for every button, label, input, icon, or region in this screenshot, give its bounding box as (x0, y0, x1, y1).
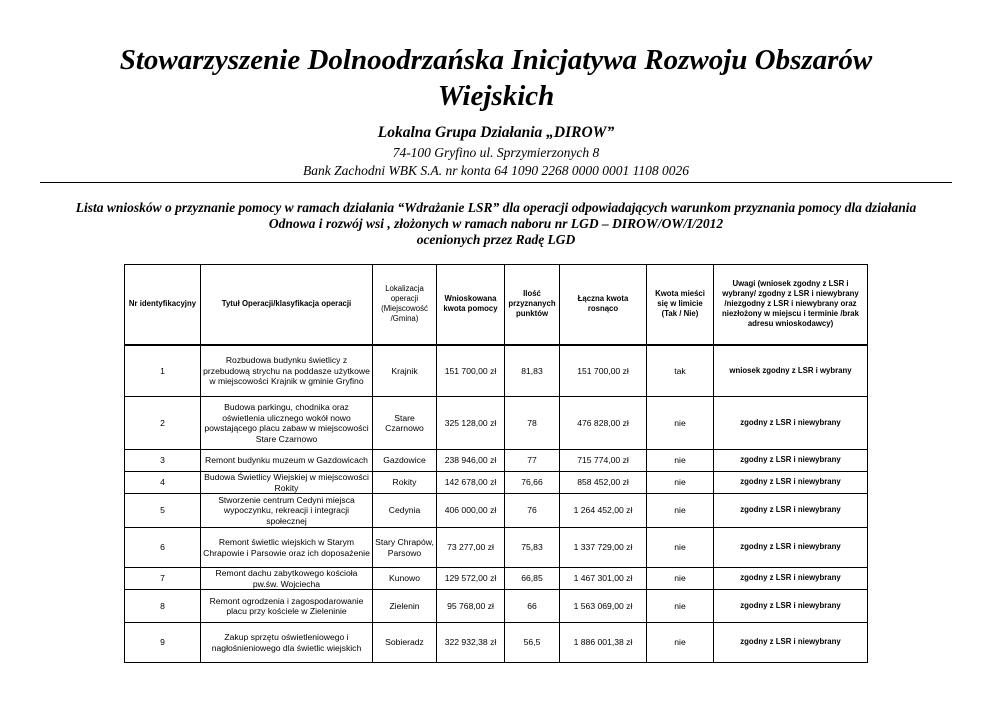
header-cumulative: Łączna kwota rosnąco (560, 265, 647, 345)
cell-requested: 325 128,00 zł (437, 397, 505, 450)
cell-id: 8 (125, 590, 201, 623)
table-row (125, 494, 868, 528)
cell-title: Stworzenie centrum Cedyni miejsca wypoczynku, rekreacji i integracji społecznej (201, 494, 373, 528)
cell-id: 3 (125, 450, 201, 472)
header-requested: Wnioskowana kwota pomocy (437, 265, 505, 345)
cell-within-limit: nie (647, 590, 714, 623)
cell-title: Budowa Świetlicy Wiejskiej w miejscowości Rokity (201, 472, 373, 494)
list-title-line-2: Odnowa i rozwój wsi , złożonych w ramach naboru nr LGD – DIROW/OW/I/2012 (268, 216, 724, 231)
cell-points: 76 (505, 494, 560, 528)
cell-cumulative: 715 774,00 zł (560, 450, 647, 472)
table-row (125, 472, 868, 494)
cell-notes: zgodny z LSR i niewybrany (714, 590, 868, 623)
cell-within-limit: nie (647, 450, 714, 472)
cell-title: Zakup sprzętu oświetleniowego i nagłośnieniowego dla świetlic wiejskich (201, 623, 373, 663)
cell-notes: zgodny z LSR i niewybrany (714, 528, 868, 568)
table-row (125, 397, 868, 450)
cell-location: Zielenin (373, 590, 437, 623)
lgd-name: Lokalna Grupa Działania „DIROW” (377, 124, 615, 141)
cell-id: 9 (125, 623, 201, 663)
cell-notes: zgodny z LSR i niewybrany (714, 568, 868, 590)
list-title-line-3: ocenionych przez Radę LGD (416, 232, 576, 247)
cell-cumulative: 1 467 301,00 zł (560, 568, 647, 590)
list-title-line-1: Lista wniosków o przyznanie pomocy w ramach działania “Wdrażanie LSR” dla operacji odpowiadających warunkom przyznania pomocy dla działania (75, 200, 917, 215)
cell-cumulative: 151 700,00 zł (560, 345, 647, 397)
cell-cumulative: 1 563 069,00 zł (560, 590, 647, 623)
cell-requested: 238 946,00 zł (437, 450, 505, 472)
table-row (125, 568, 868, 590)
cell-cumulative: 858 452,00 zł (560, 472, 647, 494)
cell-id: 1 (125, 345, 201, 397)
cell-within-limit: nie (647, 528, 714, 568)
header-location: Lokalizacja operacji (Miejscowość /Gmina) (373, 265, 437, 345)
cell-requested: 73 277,00 zł (437, 528, 505, 568)
cell-cumulative: 1 264 452,00 zł (560, 494, 647, 528)
cell-within-limit: nie (647, 472, 714, 494)
header-notes: Uwagi (wniosek zgodny z LSR i wybrany/ zgodny z LSR i niewybrany /niezgodny z LSR i niewybrany oraz niezłożony w miejscu i terminie /brak adresu wnioskodawcy) (714, 265, 868, 345)
table-row (125, 450, 868, 472)
header-title: Tytuł Operacji/klasyfikacja operacji (201, 265, 373, 345)
cell-within-limit: nie (647, 623, 714, 663)
cell-id: 4 (125, 472, 201, 494)
cell-points: 81,83 (505, 345, 560, 397)
cell-requested: 95 768,00 zł (437, 590, 505, 623)
cell-title: Remont świetlic wiejskich w Starym Chrapowie i Parsowie oraz ich doposażenie (201, 528, 373, 568)
cell-requested: 151 700,00 zł (437, 345, 505, 397)
cell-notes: zgodny z LSR i niewybrany (714, 450, 868, 472)
address: 74-100 Gryfino ul. Sprzymierzonych 8 (392, 145, 600, 160)
cell-title: Remont ogrodzenia i zagospodarowanie placu przy kościele w Zieleninie (201, 590, 373, 623)
cell-id: 6 (125, 528, 201, 568)
cell-requested: 406 000,00 zł (437, 494, 505, 528)
cell-cumulative: 1 886 001,38 zł (560, 623, 647, 663)
table-row (125, 528, 868, 568)
header-divider (40, 182, 952, 183)
cell-id: 7 (125, 568, 201, 590)
cell-notes: zgodny z LSR i niewybrany (714, 494, 868, 528)
header-within-limit: Kwota mieści się w limicie (Tak / Nie) (647, 265, 714, 345)
cell-points: 66,85 (505, 568, 560, 590)
cell-within-limit: nie (647, 494, 714, 528)
cell-notes: wniosek zgodny z LSR i wybrany (714, 345, 868, 397)
applications-table (124, 264, 868, 663)
cell-location: Stary Chrapów, Parsowo (373, 528, 437, 568)
table-header-row (125, 265, 868, 345)
header-points: Ilość przyznanych punktów (505, 265, 560, 345)
cell-location: Rokity (373, 472, 437, 494)
cell-title: Remont budynku muzeum w Gazdowicach (201, 450, 373, 472)
bank-account: Bank Zachodni WBK S.A. nr konta 64 1090 2268 0000 0001 1108 0026 (303, 163, 689, 178)
cell-points: 76,66 (505, 472, 560, 494)
cell-within-limit: nie (647, 568, 714, 590)
cell-points: 75,83 (505, 528, 560, 568)
cell-points: 77 (505, 450, 560, 472)
cell-notes: zgodny z LSR i niewybrany (714, 397, 868, 450)
cell-location: Sobieradz (373, 623, 437, 663)
cell-requested: 322 932,38 zł (437, 623, 505, 663)
cell-title: Rozbudowa budynku świetlicy z przebudową strychu na poddasze użytkowe w miejscowości Krajnik w gminie Gryfino (201, 345, 373, 397)
cell-cumulative: 476 828,00 zł (560, 397, 647, 450)
cell-title: Budowa parkingu, chodnika oraz oświetlenia ulicznego wokół nowo powstającego placu zabaw w miejscowości Stare Czarnowo (201, 397, 373, 450)
table-row (125, 623, 868, 663)
cell-location: Gazdowice (373, 450, 437, 472)
table-row (125, 345, 868, 397)
cell-within-limit: nie (647, 397, 714, 450)
cell-points: 78 (505, 397, 560, 450)
cell-location: Kunowo (373, 568, 437, 590)
cell-id: 5 (125, 494, 201, 528)
cell-notes: zgodny z LSR i niewybrany (714, 472, 868, 494)
list-title (40, 200, 952, 248)
cell-location: Stare Czarnowo (373, 397, 437, 450)
table-row (125, 590, 868, 623)
cell-location: Cedynia (373, 494, 437, 528)
cell-requested: 142 678,00 zł (437, 472, 505, 494)
cell-requested: 129 572,00 zł (437, 568, 505, 590)
cell-points: 66 (505, 590, 560, 623)
cell-notes: zgodny z LSR i niewybrany (714, 623, 868, 663)
cell-location: Krajnik (373, 345, 437, 397)
organization-title: Stowarzyszenie Dolnoodrzańska Inicjatywa Rozwoju Obszarów Wiejskich (119, 44, 873, 112)
cell-id: 2 (125, 397, 201, 450)
cell-cumulative: 1 337 729,00 zł (560, 528, 647, 568)
cell-points: 56,5 (505, 623, 560, 663)
cell-within-limit: tak (647, 345, 714, 397)
cell-title: Remont dachu zabytkowego kościoła pw.św. Wojciecha (201, 568, 373, 590)
header-id: Nr identyfikacyjny (125, 265, 201, 345)
